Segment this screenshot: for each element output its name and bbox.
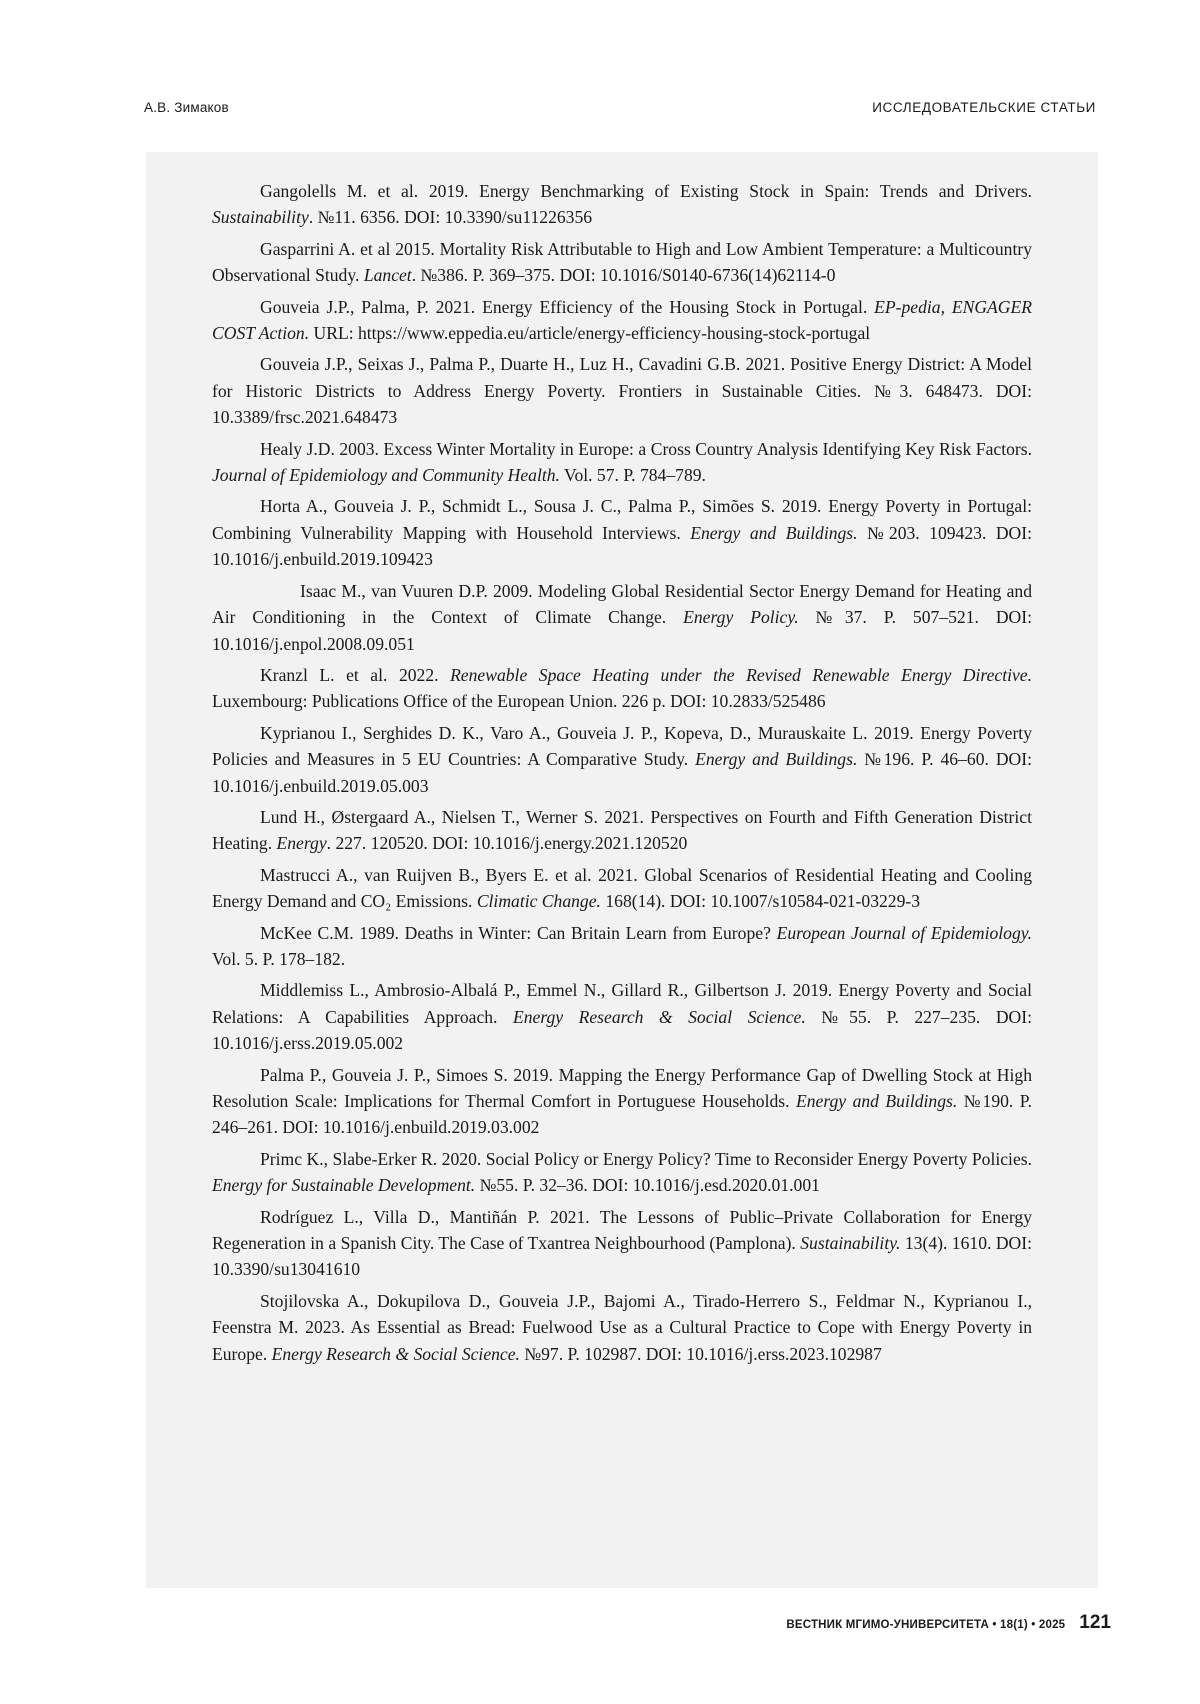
reference-item: Mastrucci A., van Ruijven B., Byers E. et al. 2021. Global Scenarios of Residential Heating and Cooling Energy Demand and CO₂ Emissions. Climatic Change. 168(14). DOI: 10.1007/s10584-021-03229-3 xyxy=(212,864,1032,912)
reference-item: Lund H., Østergaard A., Nielsen T., Werner S. 2021. Perspectives on Fourth and Fifth Generation District Heating. Energy. 227. 120520. DOI: 10.1016/j.energy.2021.120520 xyxy=(212,806,1032,854)
page-number: 121 xyxy=(1079,1612,1111,1633)
reference-item: Horta A., Gouveia J. P., Schmidt L., Sousa J. C., Palma P., Simões S. 2019. Energy Poverty in Portugal: Combining Vulnerability Mapping with Household Interviews. Energy and Buildings. №203. 109423. DOI: 10.1016/j.enbuild.2019.109423 xyxy=(212,496,1032,570)
reference-item: Primc K., Slabe-Erker R. 2020. Social Policy or Energy Policy? Time to Reconsider Energy Poverty Policies. Energy for Sustainable Development. №55. P. 32–36. DOI: 10.1016/j.esd.2020.01.001 xyxy=(212,1148,1032,1196)
reference-item: McKee C.M. 1989. Deaths in Winter: Can Britain Learn from Europe? European Journal of Epidemiology. Vol. 5. P. 178–182. xyxy=(212,922,1032,969)
reference-item: Isaac M., van Vuuren D.P. 2009. Modeling Global Residential Sector Energy Demand for Heating and Air Conditioning in the Context of Climate Change. Energy Policy. №37. P. 507–521. DOI: 10.1016/j.enpol.2008.09.051 xyxy=(212,580,1032,654)
reference-item: Healy J.D. 2003. Excess Winter Mortality in Europe: a Cross Country Analysis Identifying Key Risk Factors. Journal of Epidemiology and Community Health. Vol. 57. P. 784–789. xyxy=(212,438,1032,486)
reference-item: Gasparrini A. et al 2015. Mortality Risk Attributable to High and Low Ambient Temperature: a Multicountry Observational Study. Lancet. №386. P. 369–375. DOI: 10.1016/S0140-6736(14)62114-0 xyxy=(212,238,1032,286)
reference-item: Gangolells M. et al. 2019. Energy Benchmarking of Existing Stock in Spain: Trends and Drivers. Sustainability. №11. 6356. DOI: 10.3390/su11226356 xyxy=(212,181,1032,228)
page-footer xyxy=(786,1612,1111,1634)
reference-item: Middlemiss L., Ambrosio-Albalá P., Emmel N., Gillard R., Gilbertson J. 2019. Energy Poverty and Social Relations: A Capabilities Approach. Energy Research & Social Science. №55. P. 227–235. DOI: 10.1016/j.erss.2019.05.002 xyxy=(212,980,1032,1054)
reference-item: Kranzl L. et al. 2022. Renewable Space Heating under the Revised Renewable Energy Directive. Luxembourg: Publications Office of the European Union. 226 p. DOI: 10.2833/525486 xyxy=(212,664,1032,712)
running-head-section: ИССЛЕДОВАТЕЛЬСКИЕ СТАТЬИ xyxy=(872,100,1096,115)
reference-list xyxy=(212,178,1032,1372)
reference-item: Stojilovska A., Dokupilova D., Gouveia J.P., Bajomi A., Tirado-Herrero S., Feldmar N., Kyprianou I., Feenstra M. 2023. As Essential as Bread: Fuelwood Use as a Cultural Practice to Cope with Energy Poverty in Europe. Energy Research & Social Science. №97. P. 102987. DOI: 10.1016/j.erss.2023.102987 xyxy=(212,1290,1032,1364)
running-head-author: А.В. Зимаков xyxy=(144,100,229,115)
journal-info: ВЕСТНИК МГИМО-УНИВЕРСИТЕТА • 18(1) • 2025 xyxy=(786,1619,1066,1631)
reference-item: Rodríguez L., Villa D., Mantiñán P. 2021. The Lessons of Public–Private Collaboration for Energy Regeneration in a Spanish City. The Case of Txantrea Neighbourhood (Pamplona). Sustainability. 13(4). 1610. DOI: 10.3390/su13041610 xyxy=(212,1206,1032,1280)
reference-item: Kyprianou I., Serghides D. K., Varo A., Gouveia J. P., Kopeva, D., Murauskaite L. 2019. Energy Poverty Policies and Measures in 5 EU Countries: A Comparative Study. Energy and Buildings. №196. P. 46–60. DOI: 10.1016/j.enbuild.2019.05.003 xyxy=(212,722,1032,796)
reference-item: Gouveia J.P., Seixas J., Palma P., Duarte H., Luz H., Cavadini G.B. 2021. Positive Energy District: A Model for Historic Districts to Address Energy Poverty. Frontiers in Sustainable Cities. №3. 648473. DOI: 10.3389/frsc.2021.648473 xyxy=(212,354,1032,428)
reference-item: Palma P., Gouveia J. P., Simoes S. 2019. Mapping the Energy Performance Gap of Dwelling Stock at High Resolution Scale: Implications for Thermal Comfort in Portuguese Households. Energy and Buildings. №190. P. 246–261. DOI: 10.1016/j.enbuild.2019.03.002 xyxy=(212,1064,1032,1138)
reference-item: Gouveia J.P., Palma, P. 2021. Energy Efficiency of the Housing Stock in Portugal. EP-pedia, ENGAGER COST Action. URL: https://www.eppedia.eu/article/energy-efficiency-housing-stock-portugal xyxy=(212,296,1032,344)
